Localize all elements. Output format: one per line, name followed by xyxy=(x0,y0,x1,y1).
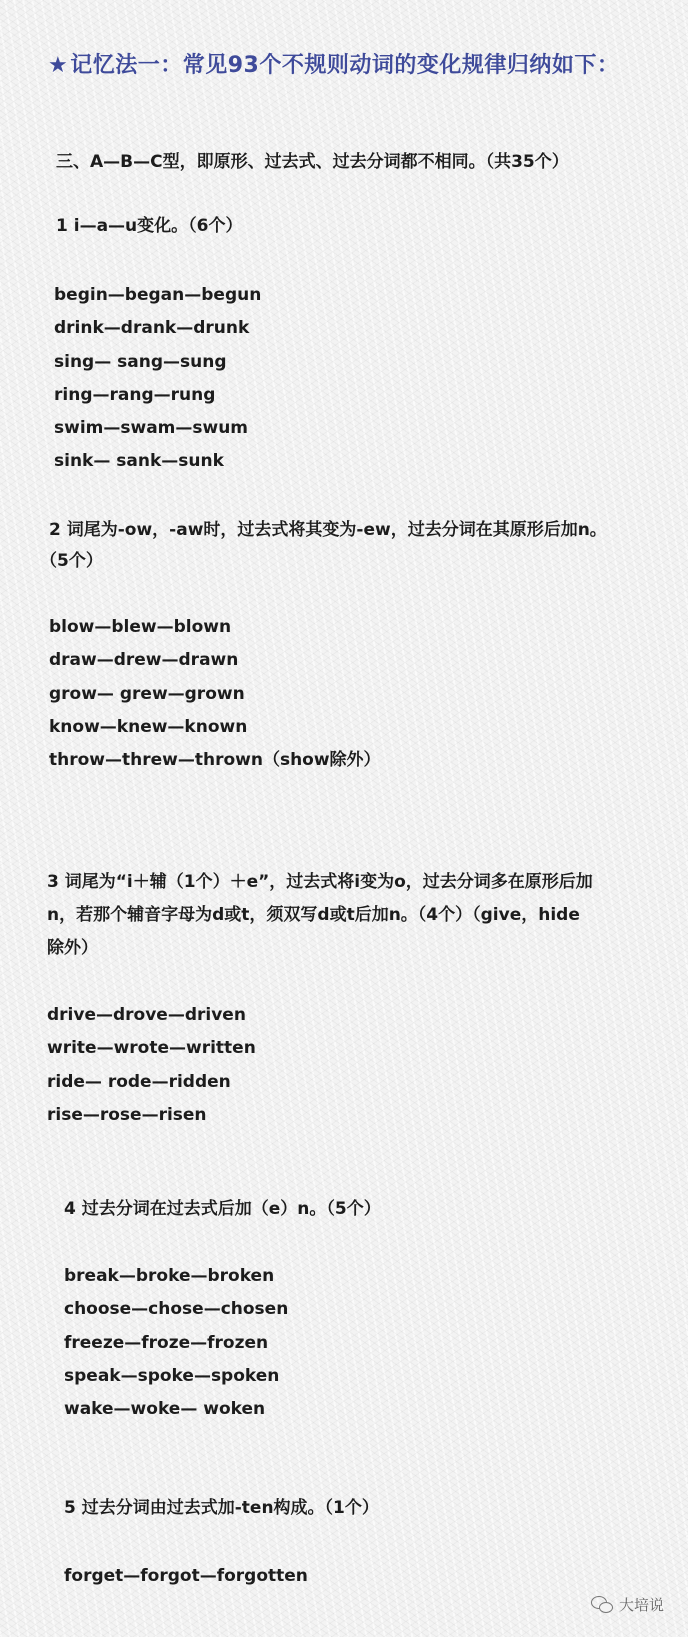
group2-heading-line1: 2 词尾为-ow，-aw时，过去式将其变为-ew，过去分词在其原形后加n。 xyxy=(49,520,607,540)
star-icon: ★ xyxy=(48,53,69,78)
group3-heading-line1: 3 词尾为“i＋辅（1个）＋e”，过去式将i变为o，过去分词多在原形后加 xyxy=(47,872,593,892)
list-item: know—knew—known xyxy=(49,716,248,737)
group3-word-list xyxy=(47,999,256,1132)
page-title-text: 记忆法一：常见93个不规则动词的变化规律归纳如下： xyxy=(70,53,620,78)
list-item: speak—spoke—spoken xyxy=(64,1365,280,1386)
group1-word-list xyxy=(54,279,261,479)
section-heading-main: 三、A—B—C型，即原形、过去式、过去分词都不相同。（共35个） xyxy=(56,152,569,172)
group4-word-list xyxy=(64,1260,288,1426)
list-item: break—broke—broken xyxy=(64,1266,275,1286)
list-item: forget—forgot—forgotten xyxy=(64,1566,308,1586)
list-item: freeze—froze—frozen xyxy=(64,1332,269,1353)
watermark-text: 大培说 xyxy=(618,1596,664,1614)
wechat-icon xyxy=(591,1596,613,1614)
group5-word-list xyxy=(64,1560,308,1593)
group2-heading-line2: （5个） xyxy=(40,551,103,571)
page-title xyxy=(48,48,619,79)
list-item: grow— grew—grown xyxy=(49,683,245,704)
list-item: rise—rose—risen xyxy=(47,1104,207,1125)
list-item: wake—woke— woken xyxy=(64,1399,266,1420)
list-item: draw—drew—drawn xyxy=(49,650,239,671)
list-item: swim—swam—swum xyxy=(54,418,249,439)
group5-heading: 5 过去分词由过去式加-ten构成。（1个） xyxy=(64,1498,379,1518)
list-item: drink—drank—drunk xyxy=(54,318,250,339)
watermark xyxy=(591,1594,664,1615)
list-item: ride— rode—ridden xyxy=(47,1071,231,1092)
list-item: sink— sank—sunk xyxy=(54,451,224,472)
group3-heading-line2: n，若那个辅音字母为d或t，须双写d或t后加n。（4个）（give，hide xyxy=(47,905,580,925)
list-item: choose—chose—chosen xyxy=(64,1299,289,1320)
list-item: begin—began—begun xyxy=(54,285,262,305)
group4-heading: 4 过去分词在过去式后加（e）n。（5个） xyxy=(64,1199,381,1219)
list-item: drive—drove—driven xyxy=(47,1005,246,1025)
list-item: ring—rang—rung xyxy=(54,384,216,405)
group1-heading: 1 i—a—u变化。（6个） xyxy=(56,216,243,236)
list-item: throw—threw—thrown（show除外） xyxy=(49,750,381,771)
group2-word-list xyxy=(49,611,381,777)
group3-heading-line3: 除外） xyxy=(47,938,98,958)
list-item: sing— sang—sung xyxy=(54,351,227,372)
list-item: write—wrote—written xyxy=(47,1038,256,1059)
list-item: blow—blew—blown xyxy=(49,617,232,637)
